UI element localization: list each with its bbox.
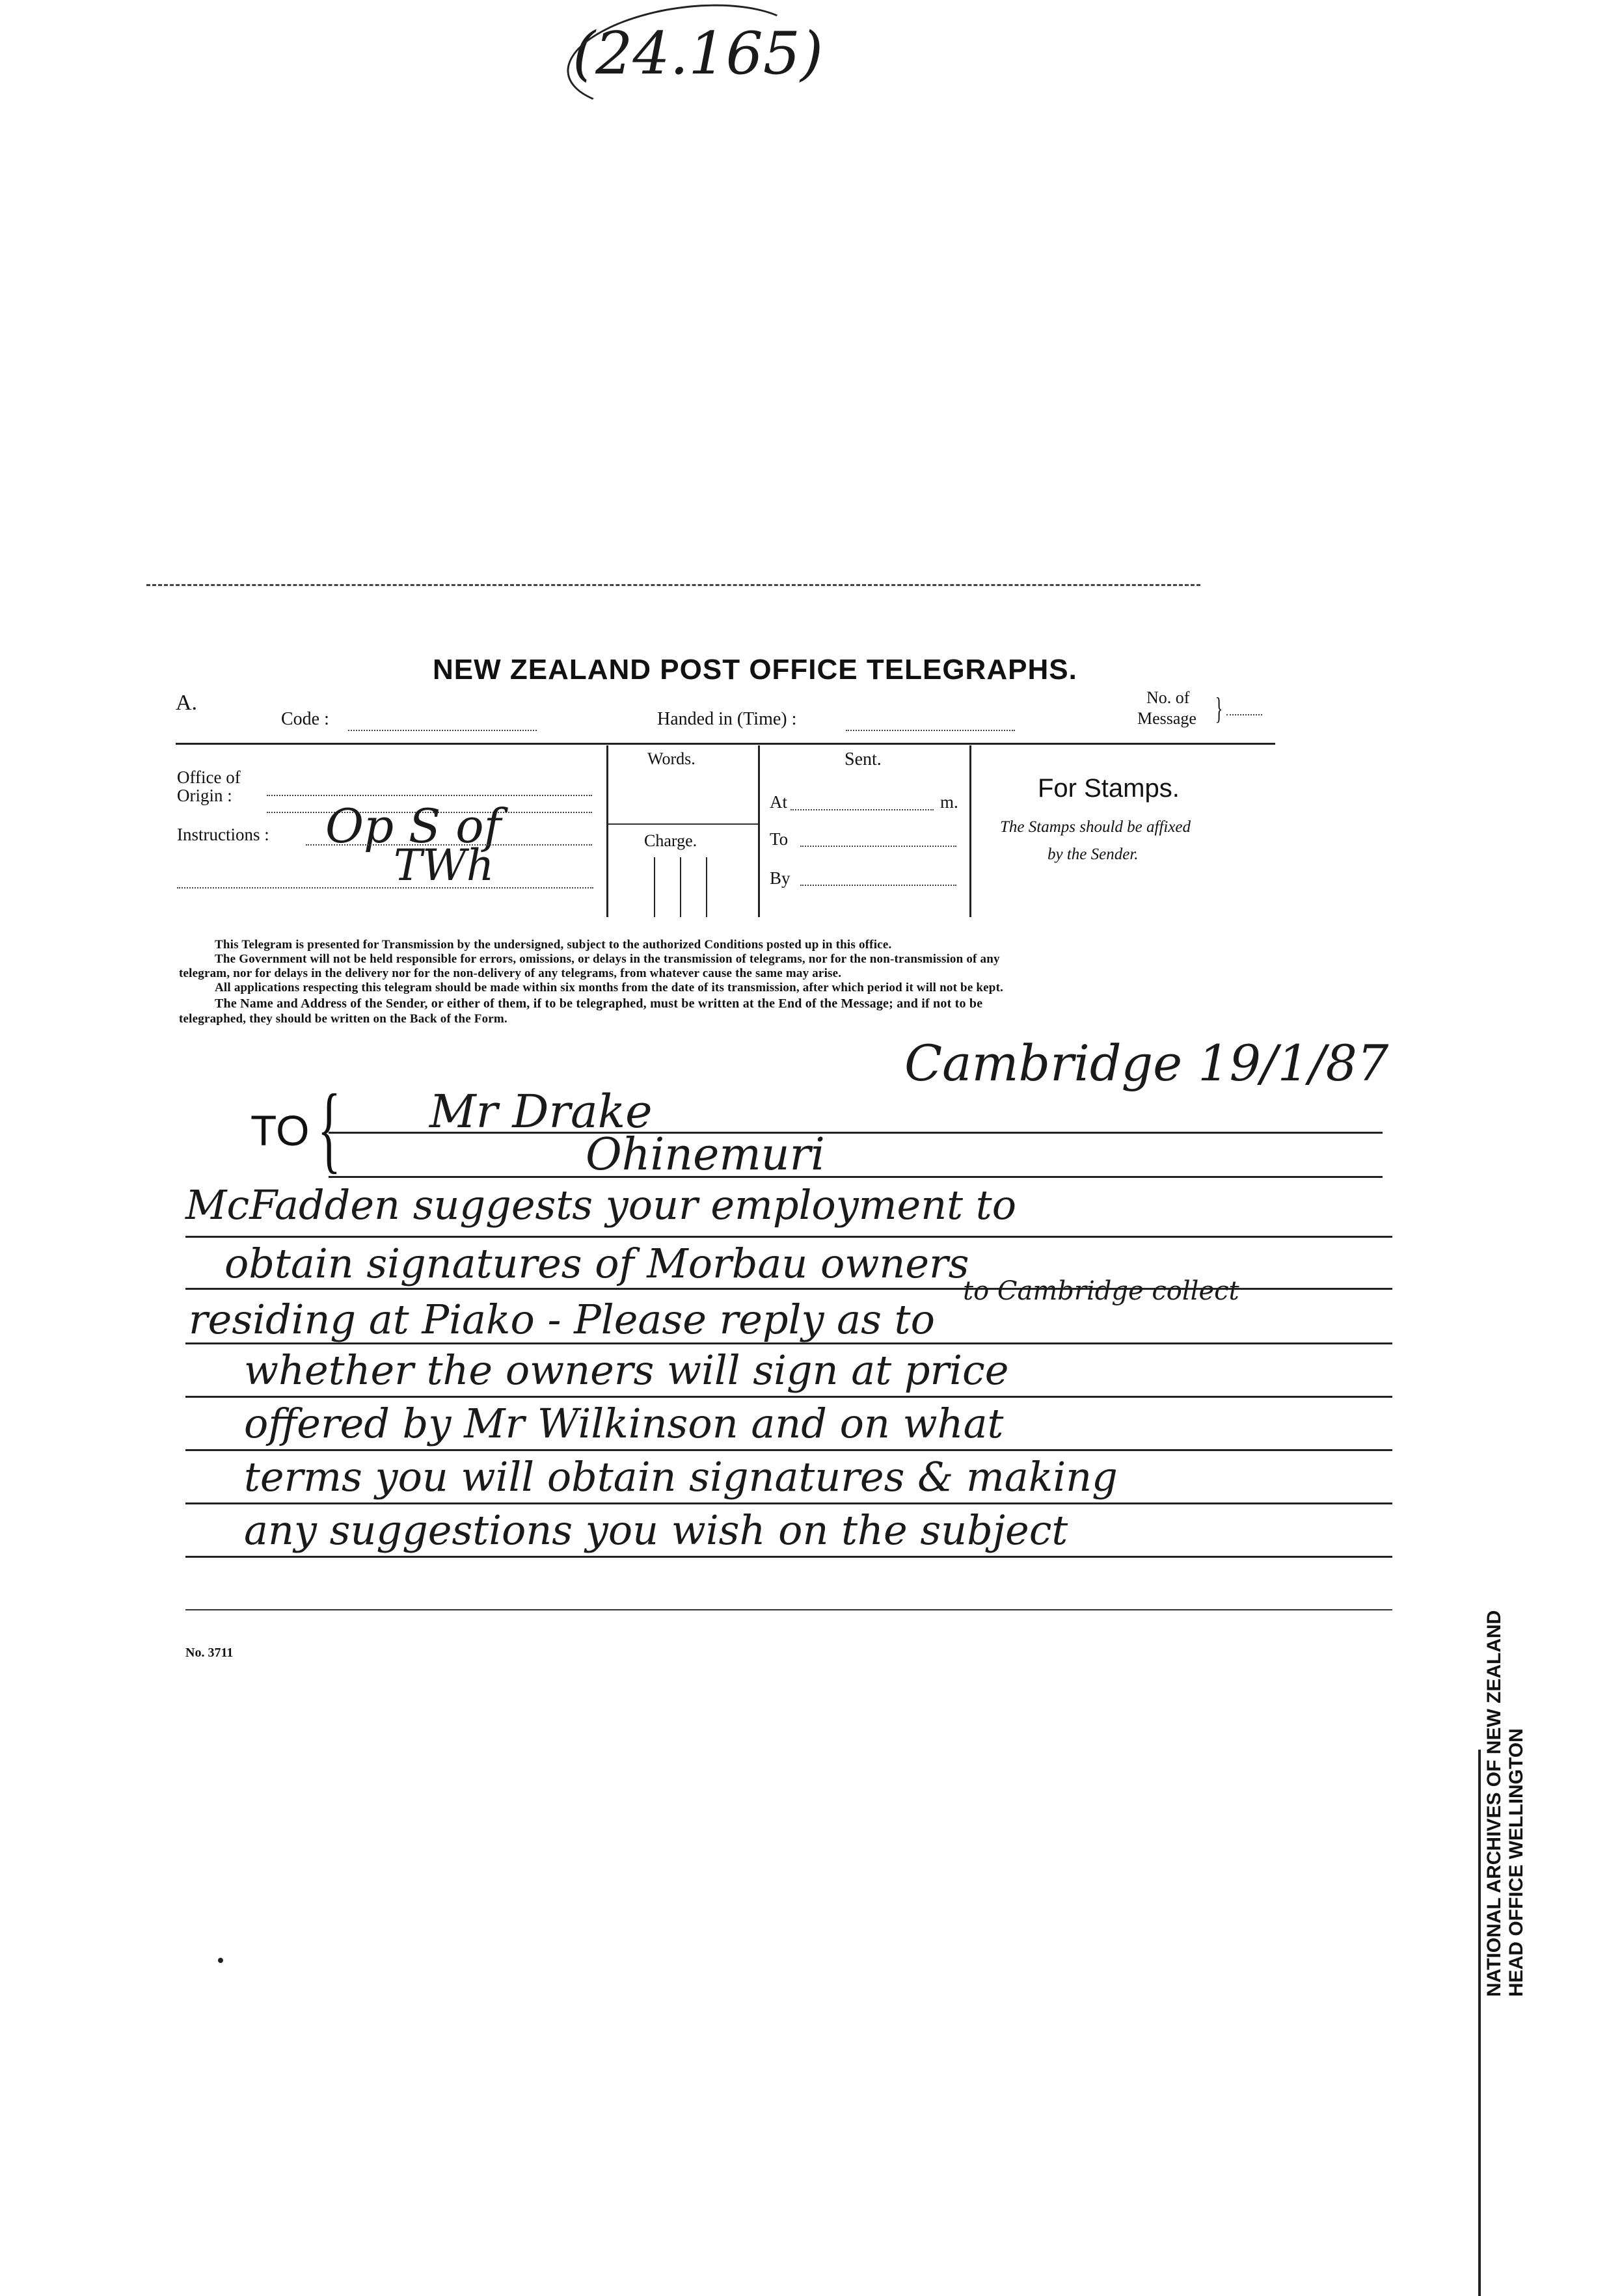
message-rule-4	[185, 1396, 1392, 1398]
addressee-rule-1	[329, 1132, 1383, 1134]
stamps-column-left	[969, 745, 971, 917]
sent-label: Sent.	[845, 749, 882, 769]
instructions-handwriting-2: TWh	[394, 840, 494, 890]
reference-circle-mark	[560, 0, 810, 124]
interlinear-insert: to Cambridge collect	[963, 1276, 1239, 1306]
handed-in-label: Handed in (Time) :	[657, 709, 797, 729]
code-label: Code :	[281, 709, 329, 729]
message-line-2: obtain signatures of Morbau owners	[224, 1240, 969, 1287]
by-label: By	[770, 868, 791, 888]
sent-to-field-line	[800, 846, 956, 847]
code-field-line	[348, 730, 537, 731]
stamps-note-1: The Stamps should be affixed	[1000, 818, 1191, 836]
words-column-left	[606, 745, 608, 917]
instructions-field-line-2	[177, 887, 593, 888]
archive-stamp-line-2: HEAD OFFICE WELLINGTON	[1506, 1728, 1527, 1997]
form-number: No. 3711	[185, 1646, 234, 1660]
stamps-title: For Stamps.	[1038, 774, 1180, 803]
sent-to-label: To	[770, 829, 789, 849]
stamps-note-2: by the Sender.	[1048, 846, 1139, 863]
charge-col-3	[706, 857, 707, 917]
message-line-1: McFadden suggests your employment to	[185, 1181, 1017, 1229]
notice-line-4b: telegraphed, they should be written on the Back of the Form.	[179, 1012, 507, 1026]
to-brace: {	[318, 1075, 341, 1182]
at-label: At	[770, 792, 787, 812]
instructions-handwriting-1: Op S of	[325, 799, 502, 853]
to-prefix: TO	[250, 1106, 310, 1155]
message-rule-7	[185, 1556, 1392, 1558]
words-label: Words.	[647, 749, 696, 768]
message-line-5: offered by Mr Wilkinson and on what	[244, 1400, 1004, 1447]
office-of-label: Office of	[177, 768, 241, 787]
charge-col-2	[680, 857, 681, 917]
message-rule-5	[185, 1449, 1392, 1451]
header-rule	[176, 743, 1275, 745]
message-line-6: terms you will obtain signatures & making	[244, 1453, 1118, 1501]
instructions-field-line-1	[306, 844, 592, 846]
message-rule-3	[185, 1342, 1392, 1344]
notice-line-4a: The Name and Address of the Sender, or either of them, if to be telegraphed, must be written at the End of the Message; and if not to be	[215, 996, 983, 1011]
message-rule-6	[185, 1502, 1392, 1504]
message-rule-1	[185, 1236, 1392, 1238]
message-line-3: residing at Piako - Please reply as to	[189, 1296, 935, 1343]
notice-line-2a: The Government will not be held responsible for errors, omissions, or delays in the transmission of telegrams, nor for the non-transmission of any	[215, 952, 1000, 966]
message-rule-8	[185, 1609, 1392, 1610]
notice-line-3: All applications respecting this telegram should be made within six months from the date of its transmission, after which period it will not be kept.	[215, 981, 1004, 994]
notice-line-1: This Telegram is presented for Transmission by the undersigned, subject to the authorized Conditions posted up in this office.	[215, 938, 892, 952]
form-letter: A.	[176, 691, 198, 715]
charge-col-1	[654, 857, 655, 917]
addressee-name: Mr Drake	[429, 1085, 653, 1138]
charge-label: Charge.	[644, 831, 697, 850]
archive-stamp-bar	[1478, 1750, 1481, 2296]
words-column-right	[758, 745, 760, 917]
reference-number: (24.165)	[573, 20, 824, 88]
archive-stamp-line-1: NATIONAL ARCHIVES OF NEW ZEALAND	[1483, 1610, 1505, 1997]
by-field-line	[800, 885, 956, 886]
no-of-label: No. of	[1146, 688, 1190, 707]
place-date: Cambridge 19/1/87	[904, 1034, 1389, 1092]
message-count-line	[1226, 714, 1262, 715]
words-charge-divider	[608, 823, 758, 825]
origin-field-line-1	[267, 795, 592, 796]
message-brace: }	[1215, 691, 1223, 726]
origin-label: Origin :	[177, 786, 232, 805]
message-line-7: any suggestions you wish on the subject	[244, 1506, 1068, 1554]
stray-dot-mark	[218, 1958, 223, 1963]
addressee-rule-2	[329, 1176, 1383, 1178]
addressee-place: Ohinemuri	[586, 1129, 825, 1181]
form-title: NEW ZEALAND POST OFFICE TELEGRAPHS.	[433, 654, 1077, 686]
notice-line-2b: telegram, nor for delays in the delivery nor for the non-delivery of any telegrams, from whatever cause the same may arise.	[179, 967, 842, 980]
message-label: Message	[1137, 709, 1196, 728]
message-line-4: whether the owners will sign at price	[244, 1346, 1009, 1394]
at-field-line	[791, 809, 934, 810]
m-label: m.	[940, 792, 958, 812]
perforation-line	[146, 584, 1200, 586]
instructions-label: Instructions :	[177, 825, 269, 844]
handed-in-field-line	[846, 730, 1015, 731]
